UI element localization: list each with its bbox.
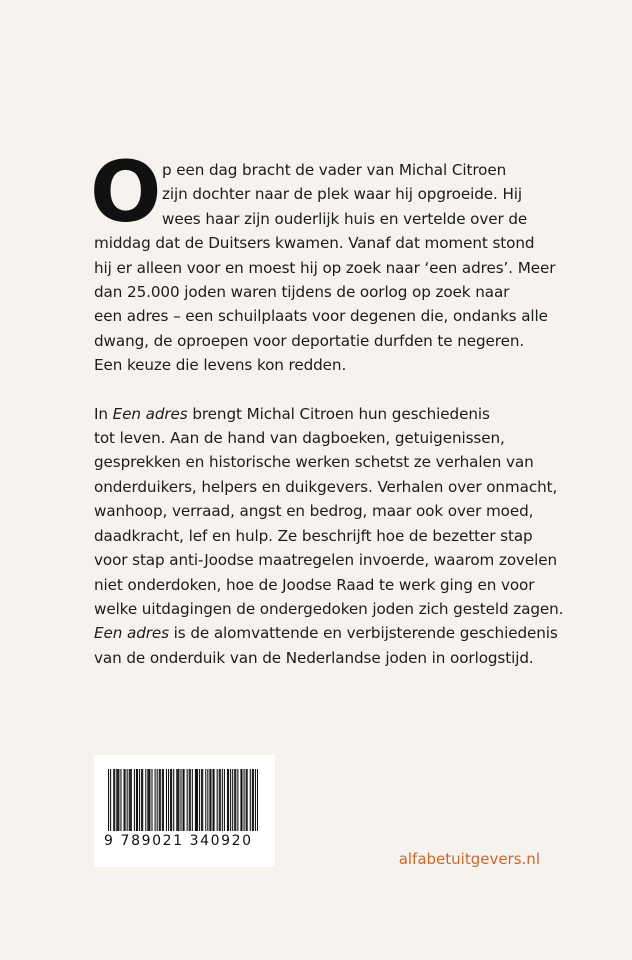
barcode-bar — [110, 769, 111, 831]
text-line: wanhoop, verraad, angst en bedrog, maar ook over moed, — [94, 502, 534, 521]
barcode-bar — [230, 769, 231, 831]
barcode-bar — [116, 769, 117, 831]
barcode-bar — [220, 769, 221, 831]
barcode-bar — [244, 769, 245, 831]
text-line: van de onderduik van de Nederlandse joden in oorlogstijd. — [94, 648, 534, 667]
barcode-bar — [131, 769, 132, 831]
barcode-bar — [192, 769, 193, 831]
barcode-bar — [113, 769, 114, 831]
barcode-bar — [120, 769, 121, 831]
text-line: hij er alleen voor en moest hij op zoek naar ‘een adres’. Meer — [94, 258, 556, 277]
barcode-bar — [108, 769, 109, 831]
barcode-bar — [246, 769, 247, 831]
drop-cap-block — [90, 143, 554, 241]
text-suffix: brengt Michal Citroen hun geschiedenis — [187, 404, 490, 423]
barcode-bar — [237, 769, 238, 831]
barcode-bar — [199, 769, 200, 831]
text-line: dan 25.000 joden waren tijdens de oorlog op zoek naar — [94, 283, 510, 302]
barcode-bar — [247, 769, 248, 831]
text-line: Een keuze die levens kon redden. — [94, 356, 347, 375]
barcode-bar — [134, 769, 135, 831]
barcode-bar — [162, 769, 163, 831]
barcode-bar — [201, 769, 202, 831]
barcode-bar — [178, 769, 179, 831]
barcode-bar — [166, 769, 167, 831]
barcode-bar — [163, 769, 164, 831]
barcode-bar — [227, 769, 228, 831]
barcode-bar — [222, 769, 223, 831]
text-line: middag dat de Duitsers kwamen. Vanaf dat moment stond — [94, 234, 535, 253]
barcode-bar — [157, 769, 158, 831]
text-suffix: is de alomvattende en verbijsterende geschiedenis — [168, 624, 558, 643]
barcode-bar — [118, 769, 119, 831]
text-line: onderduikers, helpers en duikgevers. Verhalen over onmacht, — [94, 477, 558, 496]
barcode-bar — [250, 769, 251, 831]
blurb-paragraph-1 — [90, 143, 556, 378]
blurb-text — [90, 143, 564, 670]
barcode-bar — [180, 769, 181, 831]
barcode-bar — [130, 769, 131, 831]
barcode-bar — [255, 769, 256, 831]
barcode-bar — [147, 769, 148, 831]
barcode-bar — [234, 769, 235, 831]
barcode-bar — [151, 769, 152, 831]
barcode-bar — [127, 769, 128, 831]
barcode-bar — [196, 769, 197, 831]
barcode-bars — [108, 769, 258, 831]
barcode-bar — [184, 769, 185, 831]
text-line: zijn dochter naar de plek waar hij opgroeide. Hij — [162, 185, 523, 204]
barcode-bar — [257, 769, 258, 831]
book-title-italic: Een adres — [94, 624, 169, 643]
barcode-bar — [148, 769, 149, 831]
barcode-bar — [149, 769, 150, 831]
drop-cap-letter: O — [90, 143, 162, 241]
barcode-bar — [173, 769, 174, 831]
barcode-bar — [129, 769, 130, 831]
barcode-bar — [207, 769, 208, 831]
isbn-number: 9 789021 340920 — [104, 833, 253, 849]
barcode-bar — [114, 769, 115, 831]
barcode-bar — [155, 769, 156, 831]
barcode-bar — [160, 769, 161, 831]
text-line: daadkracht, lef en hulp. Ze beschrijft hoe de bezetter stap — [94, 526, 533, 545]
isbn-barcode — [94, 755, 275, 867]
barcode-bar — [240, 769, 241, 831]
text-line: niet onderdoken, hoe de Joodse Raad te werk ging en voor — [94, 575, 535, 594]
text-line: voor stap anti-Joodse maatregelen invoerde, waarom zovelen — [94, 551, 558, 570]
barcode-bar — [171, 769, 172, 831]
barcode-bar — [142, 769, 143, 831]
text-line: tot leven. Aan de hand van dagboeken, getuigenissen, — [94, 429, 505, 448]
barcode-bar — [241, 769, 242, 831]
barcode-bar — [195, 769, 196, 831]
barcode-bar — [145, 769, 146, 831]
barcode-bar — [190, 769, 191, 831]
text-line: p een dag bracht de vader van Michal Citroen — [162, 161, 507, 179]
barcode-bar — [197, 769, 198, 831]
barcode-bar — [228, 769, 229, 831]
barcode-bar — [252, 769, 253, 831]
barcode-bar — [232, 769, 233, 831]
barcode-bar — [141, 769, 142, 831]
barcode-bar — [124, 769, 125, 831]
text-line: dwang, de oproepen voor deportatie durfden te negeren. — [94, 331, 525, 350]
barcode-bar — [176, 769, 177, 831]
blurb-paragraph-2 — [94, 402, 564, 670]
barcode-bar — [139, 769, 140, 831]
barcode-bar — [209, 769, 210, 831]
text-line — [94, 621, 558, 645]
barcode-bar — [137, 769, 138, 831]
barcode-bar — [125, 769, 126, 831]
barcode-bar — [189, 769, 190, 831]
barcode-bar — [170, 769, 171, 831]
text-line: gesprekken en historische werken schetst ze verhalen van — [94, 453, 534, 472]
barcode-bar — [136, 769, 137, 831]
text-line: wees haar zijn ouderlijk huis en vertelde over de — [162, 209, 528, 228]
barcode-bar — [168, 769, 169, 831]
barcode-bar — [182, 769, 183, 831]
barcode-bar — [235, 769, 236, 831]
barcode-bar — [214, 769, 215, 831]
text-prefix: In — [94, 404, 113, 423]
barcode-bar — [210, 769, 211, 831]
barcode-bar — [217, 769, 218, 831]
barcode-bar — [205, 769, 206, 831]
book-title-italic: Een adres — [112, 404, 188, 423]
barcode-bar — [224, 769, 225, 831]
publisher-website-link[interactable]: alfabetuitgevers.nl — [398, 850, 540, 868]
barcode-bar — [117, 769, 118, 831]
barcode-bar — [253, 769, 254, 831]
text-line — [94, 402, 554, 426]
barcode-bar — [212, 769, 213, 831]
barcode-bar — [202, 769, 203, 831]
barcode-bar — [159, 769, 160, 831]
text-line: welke uitdagingen de ondergedoken joden zich gesteld zagen. — [94, 599, 564, 618]
barcode-bar — [177, 769, 178, 831]
text-line: een adres – een schuilplaats voor degenen die, ondanks alle — [94, 307, 548, 326]
barcode-bar — [219, 769, 220, 831]
barcode-bar — [187, 769, 188, 831]
